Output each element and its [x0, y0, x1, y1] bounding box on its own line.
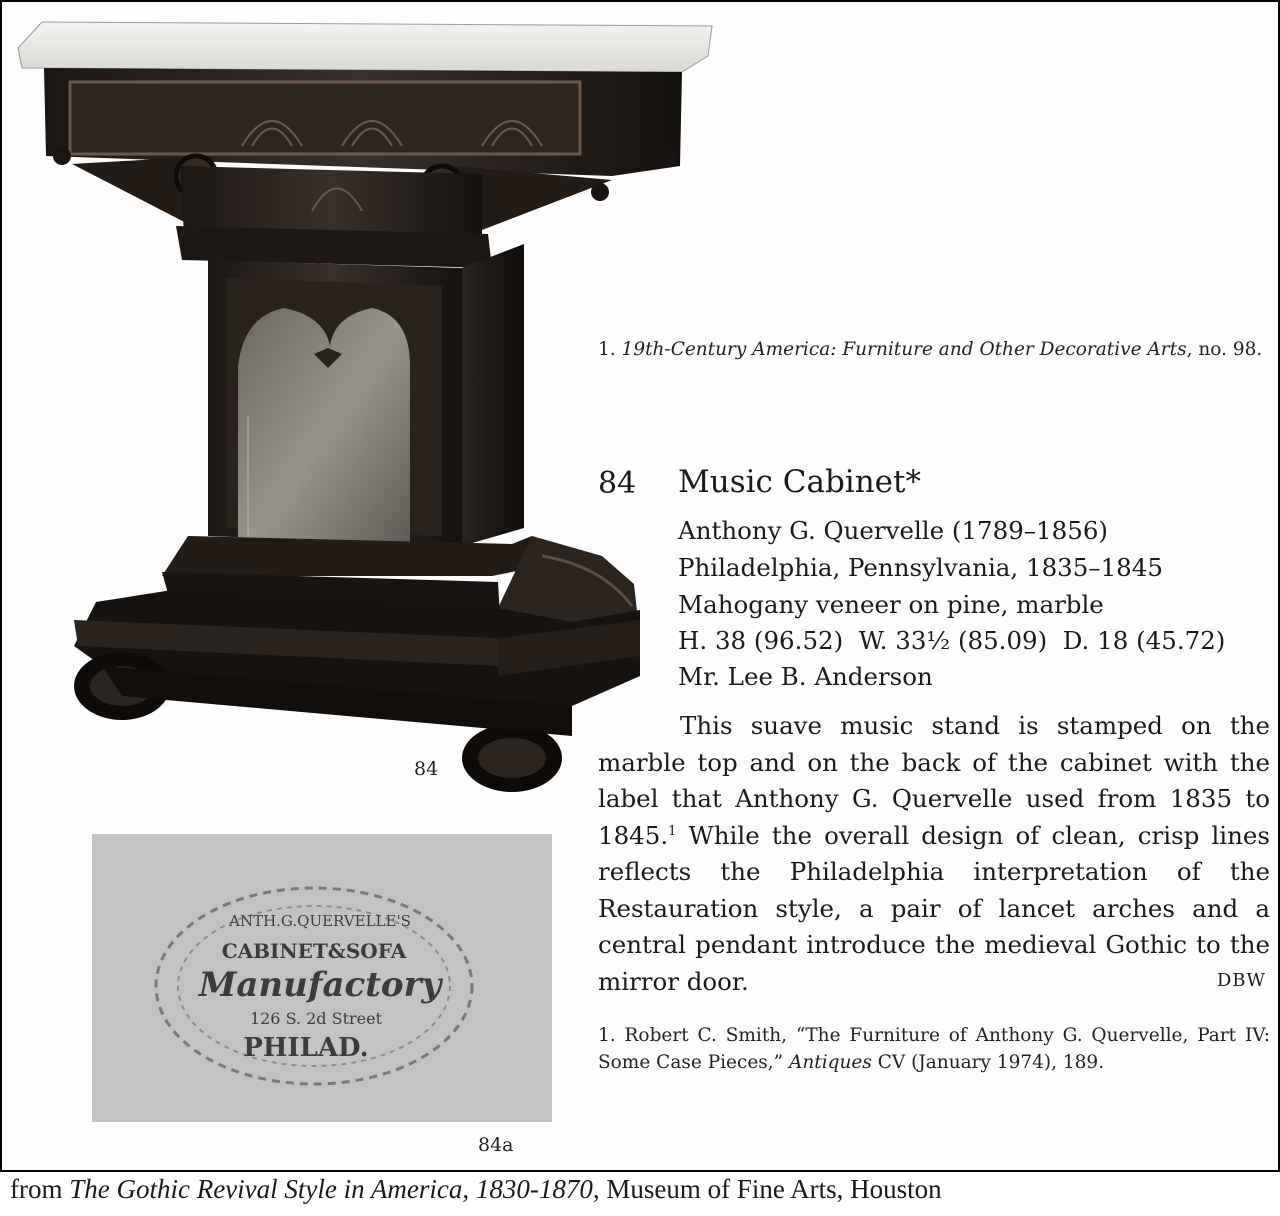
caption-book-title: The Gothic Revival Style in America, 1830-1870 [69, 1174, 593, 1204]
entry-number: 84 [598, 466, 637, 501]
description-part-1: This suave music stand is stamped on the marble top and on the back of the cabinet with the label that Anthony G. Quervelle used from 1835 to 1845. [598, 711, 1270, 850]
entry-description [598, 708, 1270, 1000]
dimension-width-label: W. [858, 626, 888, 655]
footnote-number: 1. [598, 339, 616, 360]
entry-title: Music Cabinet* [678, 464, 921, 500]
footnote-citation-rest: CV (January 1974), 189. [871, 1052, 1105, 1073]
entry-dimensions [678, 626, 1225, 655]
footnote-source-title: 19th-Century America: Furniture and Other Decorative Arts [621, 339, 1187, 360]
footnote-reference: 1 [668, 823, 677, 839]
stamp-line-4: 126 S. 2d Street [249, 1009, 383, 1028]
makers-label-stamp-photo [92, 834, 552, 1122]
entry-artist: Anthony G. Quervelle (1789–1856) [678, 516, 1108, 545]
footnote-journal: Antiques [789, 1052, 872, 1073]
author-initials: DBW [1216, 970, 1266, 991]
footnote-citation: Robert C. Smith, “The Furniture of Anthony G. Quervelle, Part IV: Some Case Pieces,” [598, 1025, 1270, 1073]
footnote-bottom [598, 1022, 1270, 1076]
footnote-number: 1. [598, 1025, 616, 1046]
dimension-height-value: 38 (96.52) [714, 626, 844, 655]
dimension-depth-value: 18 (45.72) [1097, 626, 1226, 655]
dimension-depth-label: D. [1062, 626, 1090, 655]
source-caption [10, 1174, 942, 1205]
plate-number-84: 84 [414, 758, 439, 780]
entry-material: Mahogany veneer on pine, marble [678, 590, 1104, 619]
music-cabinet-photo [12, 16, 722, 796]
stamp-line-2: CABINET&SOFA [221, 939, 407, 963]
dimension-height-label: H. [678, 626, 708, 655]
entry-place-date: Philadelphia, Pennsylvania, 1835–1845 [678, 553, 1163, 582]
caption-prefix: from [10, 1174, 70, 1204]
stamp-line-3: Manufactory [198, 965, 442, 1005]
description-part-2: While the overall design of clean, crisp lines reflects the Philadelphia interpretation of the Restauration style, a pair of lancet arches and a central pendant introduce the medieval Gothic to the mirror door. [598, 820, 1270, 996]
footnote-top [598, 336, 1274, 363]
dimension-width-value: 33½ (85.09) [895, 626, 1048, 655]
plate-number-84a: 84a [478, 1134, 514, 1156]
footnote-source-rest: , no. 98. [1186, 339, 1263, 360]
stamp-line-1: ANTH.G.QUERVELLE'S [229, 912, 411, 930]
stamp-line-5: PHILAD. [243, 1033, 369, 1063]
entry-owner: Mr. Lee B. Anderson [678, 662, 933, 691]
caption-suffix: , Museum of Fine Arts, Houston [592, 1174, 942, 1204]
